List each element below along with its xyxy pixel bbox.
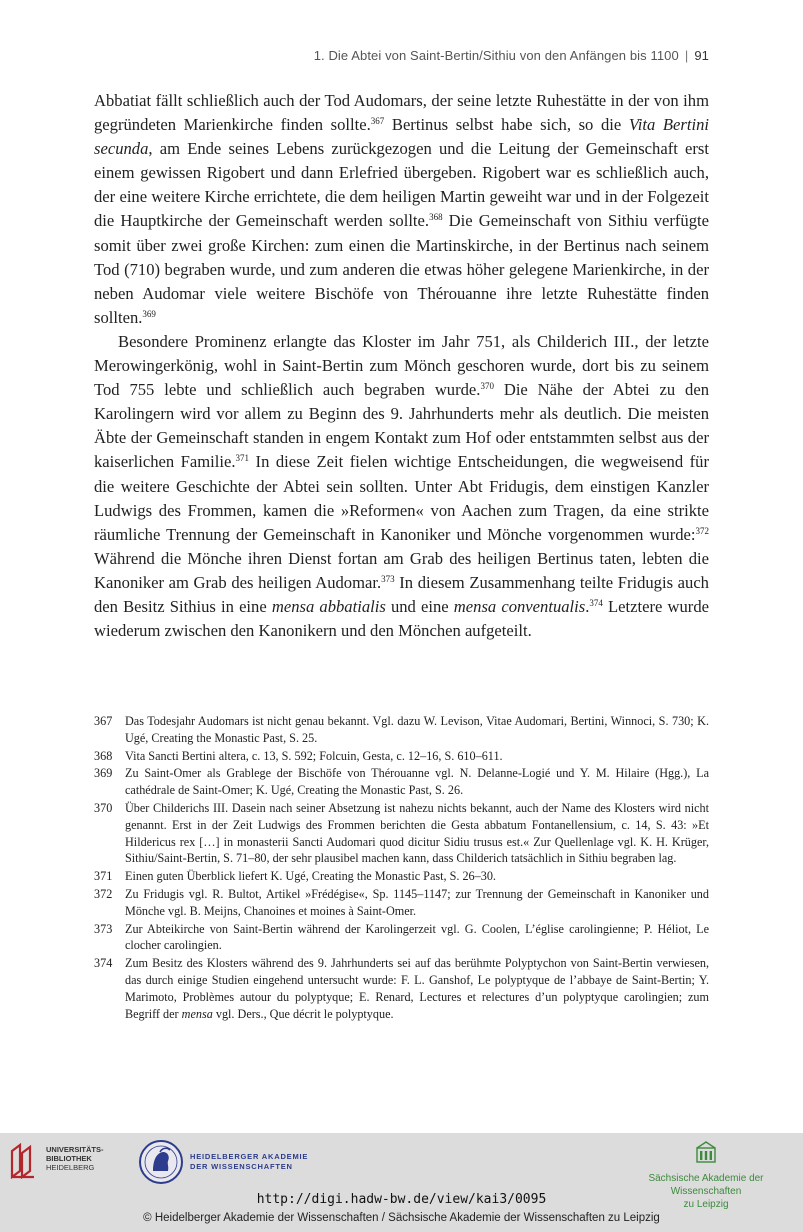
footnote-number: 367 xyxy=(94,714,113,728)
hadw-logo[interactable] xyxy=(138,1139,338,1191)
footnote-text: Das Todesjahr Audomars ist nicht genau bekannt. Vgl. dazu W. Levison, Vitae Audomari, Bertini, Winnoci, S. 730; K. Ugé, Creating the Monastic Past, S. 25. xyxy=(125,714,709,745)
footnote xyxy=(94,765,709,799)
saw-logo-line: Sächsische Akademie der Wissenschaften xyxy=(648,1173,764,1197)
footnote-ref-373: 373 xyxy=(381,573,395,584)
text-run: Besondere Prominenz erlangte das Kloster im Jahr 751, als Childerich III., der letzte Merowingerkönig, wohl in Saint-Bertin zum Mönch geschoren wurde, dort bis zu seinem Tod 755 lebte und schließlich auch begraben wurde. xyxy=(94,331,709,400)
footnote xyxy=(94,955,709,1022)
footnote-ref-374: 374 xyxy=(589,597,603,608)
footnote-ref-370: 370 xyxy=(480,381,494,392)
footnote-text xyxy=(125,955,709,1022)
text-run: Abbatiat fällt schließlich auch der Tod Audomars, der seine letzte Ruhestätte in der von ihm gegründeten Marienkirche finden sollte. xyxy=(94,91,709,135)
footnote-number: 368 xyxy=(94,748,113,763)
running-head-separator: | xyxy=(684,48,689,63)
footnote xyxy=(94,748,709,765)
footnote xyxy=(94,868,709,885)
footnote-number: 369 xyxy=(94,766,113,781)
footnote-ref-369: 369 xyxy=(142,308,156,319)
footnote xyxy=(94,921,709,955)
source-url[interactable]: http://digi.hadw-bw.de/view/kai3/0095 xyxy=(256,1192,547,1207)
hadw-logo-line: HEIDELBERGER AKADEMIE xyxy=(190,1152,309,1161)
footnote-text: Vita Sancti Bertini altera, c. 13, S. 592; Folcuin, Gesta, c. 12–16, S. 610–611. xyxy=(125,748,503,763)
footnote-number: 371 xyxy=(94,869,113,884)
copyright-notice: © Heidelberger Akademie der Wissenschaften / Sächsische Akademie der Wissenschaften zu Leipzig xyxy=(143,1212,660,1224)
text-run: vgl. Ders., Que décrit le polyptyque. xyxy=(212,1006,394,1021)
footnote-number: 372 xyxy=(94,886,113,901)
footnote-text: Über Childerichs III. Dasein nach seiner Absetzung ist nahezu nichts bekannt, auch der Name des Klosters wird nicht genannt. Erst in der Zeit Ludwigs des Frommen berichten die Gesta abbatum Fontanellensium, c. 14, S. 43: »Et Hildericus rex […] in monasterii Sancti Audomari quod dicitur Sidiu trusus est.« Zur Quellenlage vgl. K. H. Krüger, Sithiu/Saint-Bertin, S. 71–80, der sehr plausibel machen kann, dass Childerich tatsächlich in Sithiu begraben lag. xyxy=(125,800,709,866)
footnote-number: 370 xyxy=(94,800,113,815)
ub-logo-text xyxy=(46,1145,104,1172)
term-mensa-abbatialis: mensa abbatialis xyxy=(271,596,386,616)
ub-heidelberg-logo[interactable] xyxy=(10,1143,120,1185)
main-text xyxy=(94,89,709,643)
text-run: und eine xyxy=(385,596,454,616)
footnotes xyxy=(94,713,709,1023)
footnote-ref-371: 371 xyxy=(235,453,250,464)
title-vita-bertini-secunda: Vita Bertini secunda xyxy=(94,115,709,159)
term-mensa-conventualis: mensa conventualis xyxy=(453,596,586,616)
text-run: Bertinus selbst habe sich, so die xyxy=(384,115,629,135)
footnote-text: Einen guten Überblick liefert K. Ugé, Creating the Monastic Past, S. 26–30. xyxy=(125,869,496,884)
running-head xyxy=(314,48,709,63)
footnote-ref-368: 368 xyxy=(429,212,443,223)
footnote xyxy=(94,886,709,920)
footnote-number: 374 xyxy=(94,956,113,971)
footnote-number: 373 xyxy=(94,921,113,936)
footnote-text: Zur Abteikirche von Saint-Bertin während der Karolingerzeit vgl. G. Coolen, L’église carolingienne; P. Héliot, Le clocher carolingien. xyxy=(125,921,709,953)
text-run: Während die Mönche ihren Dienst fortan am Grab des heiligen Bertinus taten, lebten die Kanoniker am Grab des heiligen Audomar. xyxy=(94,548,709,592)
text-run: In diese Zeit fielen wichtige Entscheidungen, die wegweisend für die weitere Geschichte der Abtei sein sollten. Unter Abt Fridugis, dem einstigen Kanzler Ludwigs des Frommen, kamen die »Reformen« von Aachen zum Tragen, da eine strikte räumliche Trennung der Gemeinschaft in Kanoniker und Mönche vorgenommen wurde: xyxy=(94,452,709,544)
ub-logo-line: UNIVERSITÄTS- xyxy=(46,1145,104,1154)
footnote xyxy=(94,800,709,867)
hadw-logo-line: DER WISSENSCHAFTEN xyxy=(190,1162,293,1171)
text-run: . xyxy=(585,596,590,616)
ub-shelf-icon xyxy=(10,1143,38,1179)
saw-logo-line: zu Leipzig xyxy=(683,1199,729,1210)
text-run: Zum Besitz des Klosters während des 9. Jahrhunderts sei auf das berühmte Polyptychon von Saint-Bertin verwiesen, das durch einige Studien eingehend untersucht wurde: F. L. Ganshof, Le polyptyque de l’abbaye de Saint-Bertin; Y. Marimoto, Problèmes autour du polyptyque; E. Renard, Lectures et relectures d’un polyptyque carolingien; zum Begriff der xyxy=(125,956,709,1021)
text-run: , am Ende seines Lebens zurückgezogen und die Leitung der Gemeinschaft erst einem gewissen Rigobert und dann Erlefried übergeben. Rigobert war es schließlich auch, der eine weitere Kirche errichtete, die dem heiligen Martin geweiht war und in der Folgezeit die Hauptkirche der Gemeinschaft werden sollte. xyxy=(94,139,709,231)
footnote-text: Zu Fridugis vgl. R. Bultot, Artikel »Frédégise«, Sp. 1145–1147; zur Trennung der Gemeinschaft in Kanoniker und Mönche vgl. B. Meijns, Chanoines et moines à Saint-Omer. xyxy=(125,886,709,918)
term-mensa: mensa xyxy=(181,1006,213,1021)
page-number: 91 xyxy=(694,48,709,63)
minerva-seal-icon xyxy=(138,1139,184,1185)
hadw-logo-text xyxy=(190,1152,308,1172)
footnote-text: Zu Saint-Omer als Grablege der Bischöfe von Thérouanne vgl. N. Delanne-Logié und Y. M. Hilaire (Hgg.), La cathédrale de Saint-Omer; K. Ugé, Creating the Monastic Past, S. 26. xyxy=(125,766,709,798)
footnote xyxy=(94,713,709,747)
text-run: Letztere wurde wiederum zwischen den Kanonikern und den Mönchen aufgeteilt. xyxy=(94,596,709,641)
saw-building-icon xyxy=(696,1141,716,1163)
text-run: Die Gemeinschaft von Sithiu verfügte somit über zwei große Kirchen: zum einen die Martinskirche, in der Bertinus nach seinem Tod (710) begraben wurde, und zum anderen die etwas höher gelegene Marienkirche, in der neben Audomar viele weitere Bischöfe von Thérouanne ihre letzte Ruhestätte finden sollten. xyxy=(94,211,709,327)
footnote-ref-372: 372 xyxy=(695,525,709,536)
paragraph-1 xyxy=(94,89,709,330)
text-run: Die Nähe der Abtei zu den Karolingern wird vor allem zu Beginn des 9. Jahrhunderts mehr als deutlich. Die meisten Äbte der Gemeinschaft standen in engem Kontakt zum Hof oder entstammten selbst aus der kaiserlichen Familie. xyxy=(94,380,709,472)
ub-logo-line: HEIDELBERG xyxy=(46,1163,95,1172)
ub-logo-line: BIBLIOTHEK xyxy=(46,1154,92,1163)
paragraph-2 xyxy=(94,330,709,643)
running-head-title: 1. Die Abtei von Saint-Bertin/Sithiu von den Anfängen bis 1100 xyxy=(313,48,679,63)
footnote-ref-367: 367 xyxy=(370,116,385,127)
text-run: In diesem Zusammenhang teilte Fridugis auch den Besitz Sithius in eine xyxy=(94,572,709,616)
